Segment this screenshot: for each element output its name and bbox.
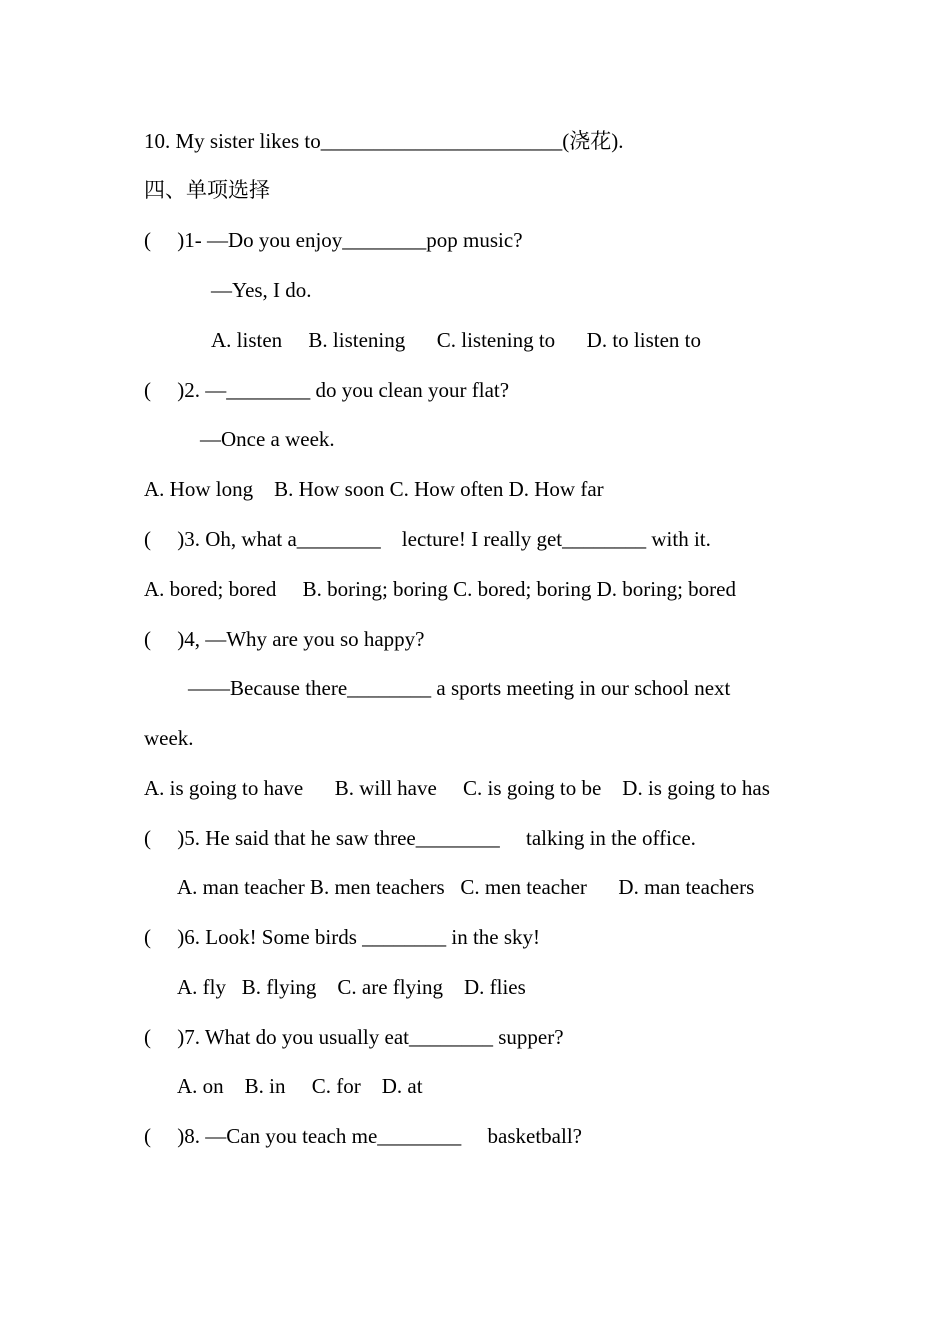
mc4-answer: ——Because there________ a sports meeting in our school next (188, 676, 731, 700)
mc2-options: A. How long B. How soon C. How often D. How far (144, 477, 604, 501)
mc1-question: ( )1- —Do you enjoy________pop music? (144, 228, 523, 252)
mc1-options: A. listen B. listening C. listening to D. to listen to (211, 328, 702, 352)
mc7-options: A. on B. in C. for D. at (177, 1074, 423, 1098)
mc4-answer-continued: week. (144, 726, 194, 750)
mc8-question: ( )8. —Can you teach me________ basketball? (144, 1124, 582, 1148)
section-heading: 四、单项选择 (144, 178, 270, 202)
mc6-question: ( )6. Look! Some birds ________ in the sky! (144, 925, 541, 949)
mc1-answer: —Yes, I do. (211, 278, 312, 302)
mc3-options: A. bored; bored B. boring; boring C. bored; boring D. boring; bored (144, 577, 736, 601)
question-10-fill-blank: 10. My sister likes to_______________________(浇花). (144, 129, 624, 153)
mc7-question: ( )7. What do you usually eat________ supper? (144, 1025, 564, 1049)
mc3-question: ( )3. Oh, what a________ lecture! I really get________ with it. (144, 527, 711, 551)
mc6-options: A. fly B. flying C. are flying D. flies (177, 975, 526, 999)
mc5-options: A. man teacher B. men teachers C. men teacher D. man teachers (177, 875, 755, 899)
mc2-question: ( )2. —________ do you clean your flat? (144, 378, 510, 402)
mc5-question: ( )5. He said that he saw three________ talking in the office. (144, 826, 696, 850)
mc4-options: A. is going to have B. will have C. is going to be D. is going to has (144, 776, 770, 800)
mc4-question: ( )4, —Why are you so happy? (144, 627, 425, 651)
mc2-answer: —Once a week. (200, 427, 335, 451)
